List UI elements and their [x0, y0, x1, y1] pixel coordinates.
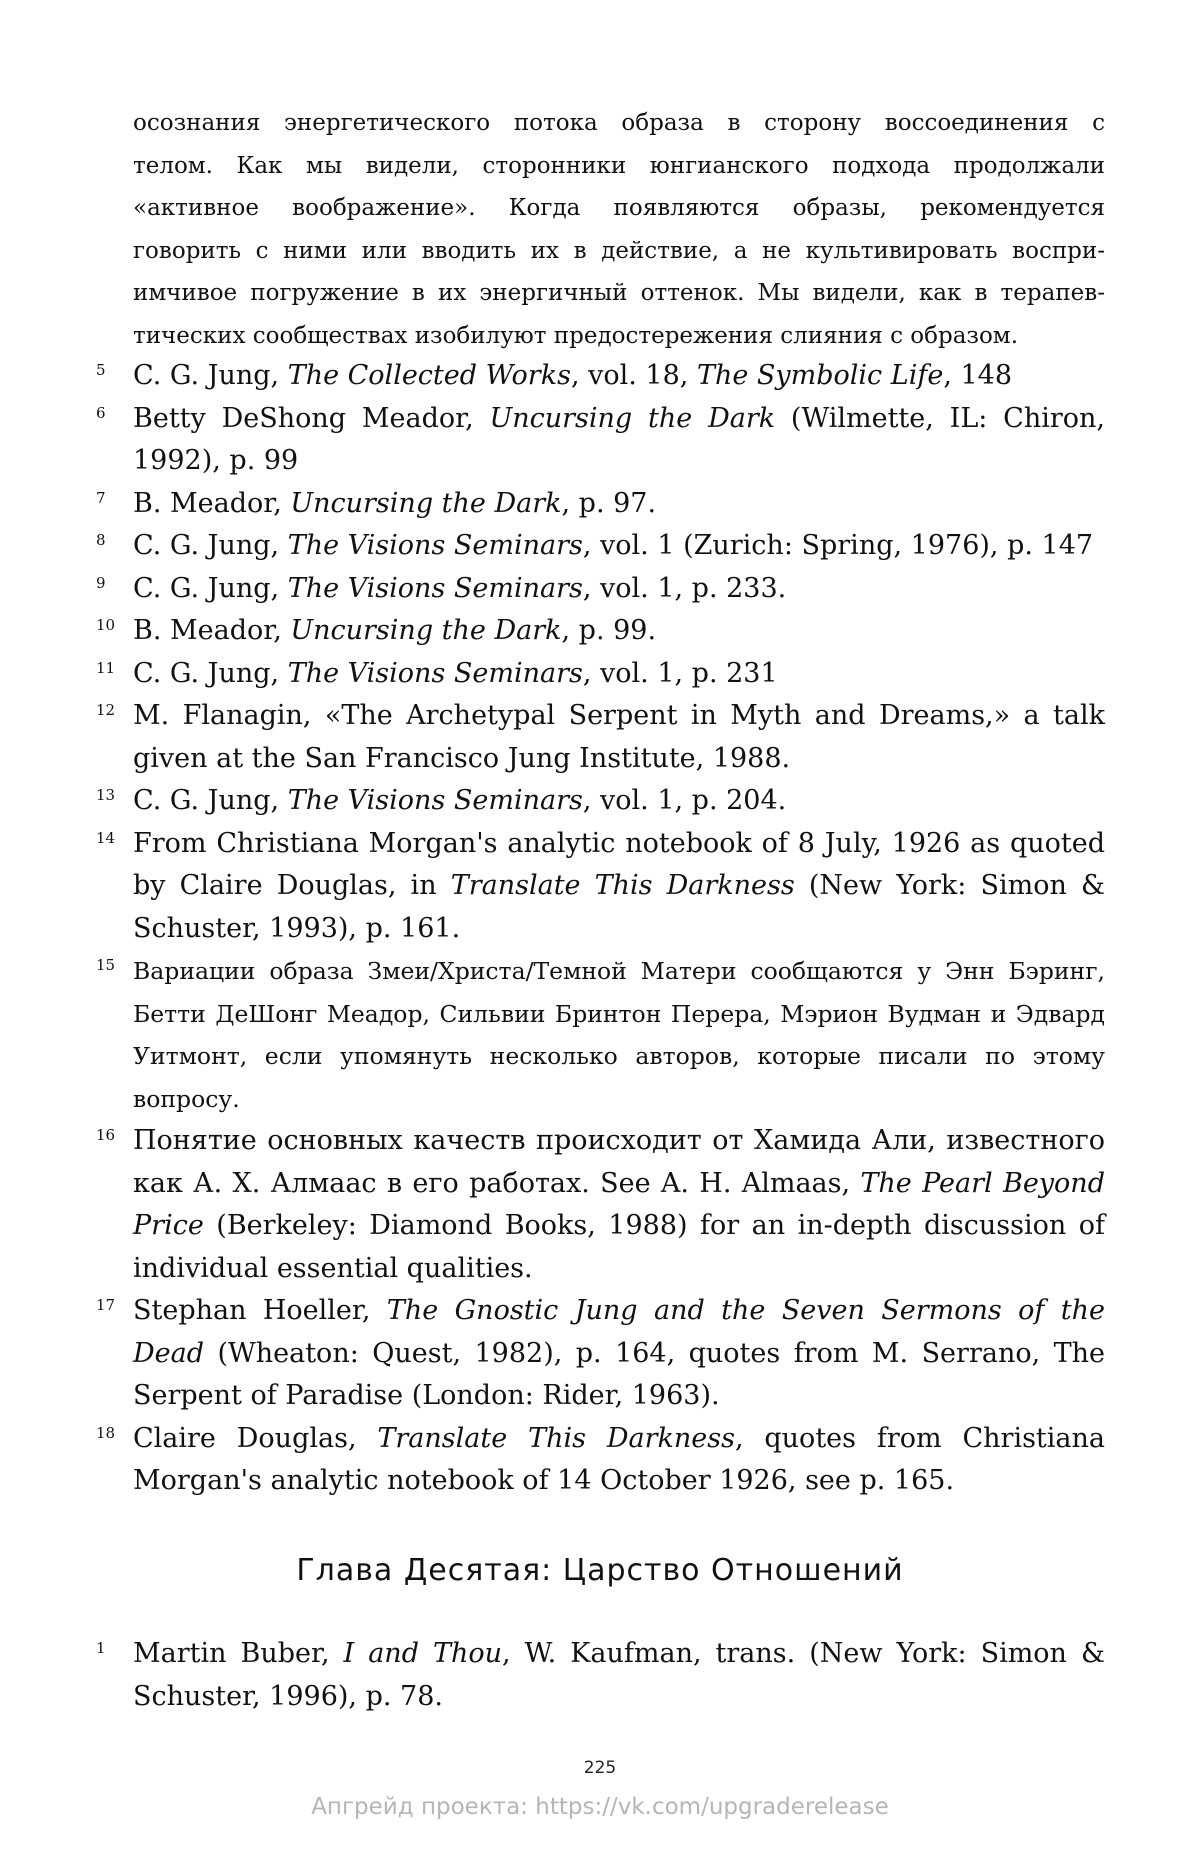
endnote-text: Вариации образа Змеи/Христа/Темной Матери сообщаются у Энн Бэринг, Бетти ДеШонг Меадор, Сильвии Бринтон Перера, Мэрион Вудман и Эдвард Уитмонт, если упомянуть несколько авторов, которые писали по этому вопросу.	[133, 957, 1105, 1113]
endnote-number: 7	[96, 488, 106, 507]
paragraph-line: говорить с ними или вводить их в действие, а не культивировать воспри-	[133, 237, 1105, 264]
endnote-text: Claire Douglas,	[133, 1422, 378, 1454]
endnote-number: 6	[96, 403, 106, 422]
paragraph-line: имчивое погружение в их энергичный оттенок. Мы видели, как в терапев-	[133, 280, 1105, 306]
endnote-item	[88, 610, 1105, 653]
paragraph-line: телом. Как мы видели, сторонники юнгианского подхода продолжали	[133, 152, 1105, 179]
endnote-title-italic: The Visions Seminars	[287, 572, 583, 604]
paragraph-line: «активное воображение». Когда появляются образы, рекомендуется	[133, 195, 1105, 221]
endnote-text: C. G. Jung,	[133, 785, 288, 816]
endnote-text: , vol. 1, p. 231	[582, 657, 778, 689]
endnote-text: Понятие основных качеств происходит от Хамида Али, известного как А. Х. Алмаас в его работах. See A. H. Almaas,	[133, 1125, 1105, 1199]
chapter-heading: Глава Десятая: Царство Отношений	[296, 1553, 904, 1588]
endnote-number: 14	[96, 828, 116, 847]
endnote-number: 13	[96, 786, 116, 804]
endnote-item	[88, 653, 1105, 696]
endnote-title-italic: The Symbolic Life	[696, 360, 944, 391]
endnote-title-italic: The Pearl Beyond Price	[133, 1167, 1105, 1241]
endnote-item	[88, 780, 1105, 823]
endnote-number: 18	[96, 1423, 116, 1442]
endnote-number: 16	[96, 1126, 116, 1144]
endnote-text: , p. 99.	[561, 615, 657, 646]
endnote-text: , vol. 1, p. 233.	[582, 572, 787, 604]
endnote-item	[88, 1120, 1105, 1290]
endnote-text: , quotes from Christiana Morgan's analytic notebook of 14 October 1926, see p. 165.	[133, 1422, 1106, 1496]
endnote-number: 17	[96, 1296, 116, 1314]
endnote-title-italic: Uncursing the Dark	[290, 615, 562, 646]
endnote-text: Betty DeShong Meador,	[133, 402, 490, 434]
page-number: 225	[583, 1758, 617, 1778]
continuation-paragraph	[133, 102, 1105, 357]
endnotes-list	[88, 355, 1105, 1503]
endnote-text: (Wheaton: Quest, 1982), p. 164, quotes from M. Serrano, The Serpent of Paradise (London: Rider, 1963).	[133, 1337, 1105, 1411]
endnote-text: C. G. Jung,	[133, 572, 288, 604]
endnote-text: (New York: Simon & Schuster, 1993), p. 161.	[133, 870, 1105, 944]
endnote-text: From Christiana Morgan's analytic notebook of 8 July, 1926 as quoted by Claire Douglas, in	[133, 827, 1105, 901]
endnote-item	[88, 568, 1105, 611]
endnote-text: C. G. Jung,	[133, 657, 288, 689]
endnote-title-italic: The Gnostic Jung and the Seven Sermons of the Dead	[133, 1295, 1106, 1369]
endnote-item	[88, 1290, 1105, 1418]
endnote-title-italic: Translate This Darkness	[450, 870, 795, 901]
paragraph-line: тических сообществах изобилуют предостережения слияния с образом.	[133, 322, 1019, 349]
endnote-item	[88, 525, 1105, 568]
endnote-title-italic: Uncursing the Dark	[489, 402, 776, 434]
paragraph-line: осознания энергетического потока образа в сторону воссоединения с	[133, 110, 1105, 136]
endnote-text: , p. 97.	[561, 487, 657, 519]
endnote-text: , vol. 1, p. 204.	[582, 785, 787, 816]
endnote-item	[88, 950, 1105, 1120]
endnote-item	[88, 483, 1105, 526]
endnote-title-italic: I and Thou	[343, 1638, 503, 1669]
endnote-text: , W. Kaufman, trans. (New York: Simon & Schuster, 1996), p. 78.	[133, 1638, 1105, 1712]
endnote-title-italic: Translate This Darkness	[377, 1422, 735, 1454]
endnote-number: 10	[96, 616, 116, 634]
endnote-number: 9	[96, 573, 106, 592]
endnote-number: 12	[96, 701, 116, 719]
endnote-text: M. Flanagin, «The Archetypal Serpent in Myth and Dreams,» a talk given at the San Francisco Jung Institute, 1988.	[133, 700, 1105, 774]
endnote-title-italic: The Visions Seminars	[287, 530, 583, 561]
endnote-number: 1	[96, 1639, 106, 1657]
endnote-item	[88, 1633, 1105, 1718]
endnote-text: C. G. Jung,	[133, 360, 288, 391]
endnote-text: , vol. 1 (Zurich: Spring, 1976), p. 147	[582, 530, 1094, 561]
endnote-title-italic: The Collected Works	[287, 360, 571, 391]
endnote-text: (Berkeley: Diamond Books, 1988) for an in-depth discussion of individual essential qualities.	[133, 1210, 1105, 1284]
endnote-text: , 148	[943, 360, 1013, 391]
endnote-number: 8	[96, 531, 106, 549]
watermark-text: Апгрейд проекта: https://vk.com/upgraderelease	[311, 1794, 889, 1820]
endnote-number: 5	[96, 361, 106, 379]
endnote-text: B. Meador,	[133, 615, 291, 646]
endnote-number: 11	[96, 658, 116, 677]
endnote-text: Stephan Hoeller,	[133, 1295, 387, 1326]
endnote-text: (Wilmette, IL: Chiron, 1992), p. 99	[133, 402, 1105, 476]
endnote-item	[88, 823, 1105, 951]
endnote-number: 15	[96, 956, 116, 974]
endnotes-list-chapter-ten	[88, 1633, 1105, 1718]
endnote-item	[88, 398, 1105, 483]
endnote-text: C. G. Jung,	[133, 530, 288, 561]
endnote-title-italic: The Visions Seminars	[287, 785, 583, 816]
endnote-item	[88, 355, 1105, 398]
endnote-title-italic: Uncursing the Dark	[290, 487, 562, 519]
endnote-item	[88, 695, 1105, 780]
endnote-item	[88, 1418, 1105, 1503]
endnote-text: Martin Buber,	[133, 1638, 344, 1669]
endnote-text: , vol. 18,	[570, 360, 697, 391]
endnote-title-italic: The Visions Seminars	[287, 657, 583, 689]
endnote-text: B. Meador,	[133, 487, 291, 519]
